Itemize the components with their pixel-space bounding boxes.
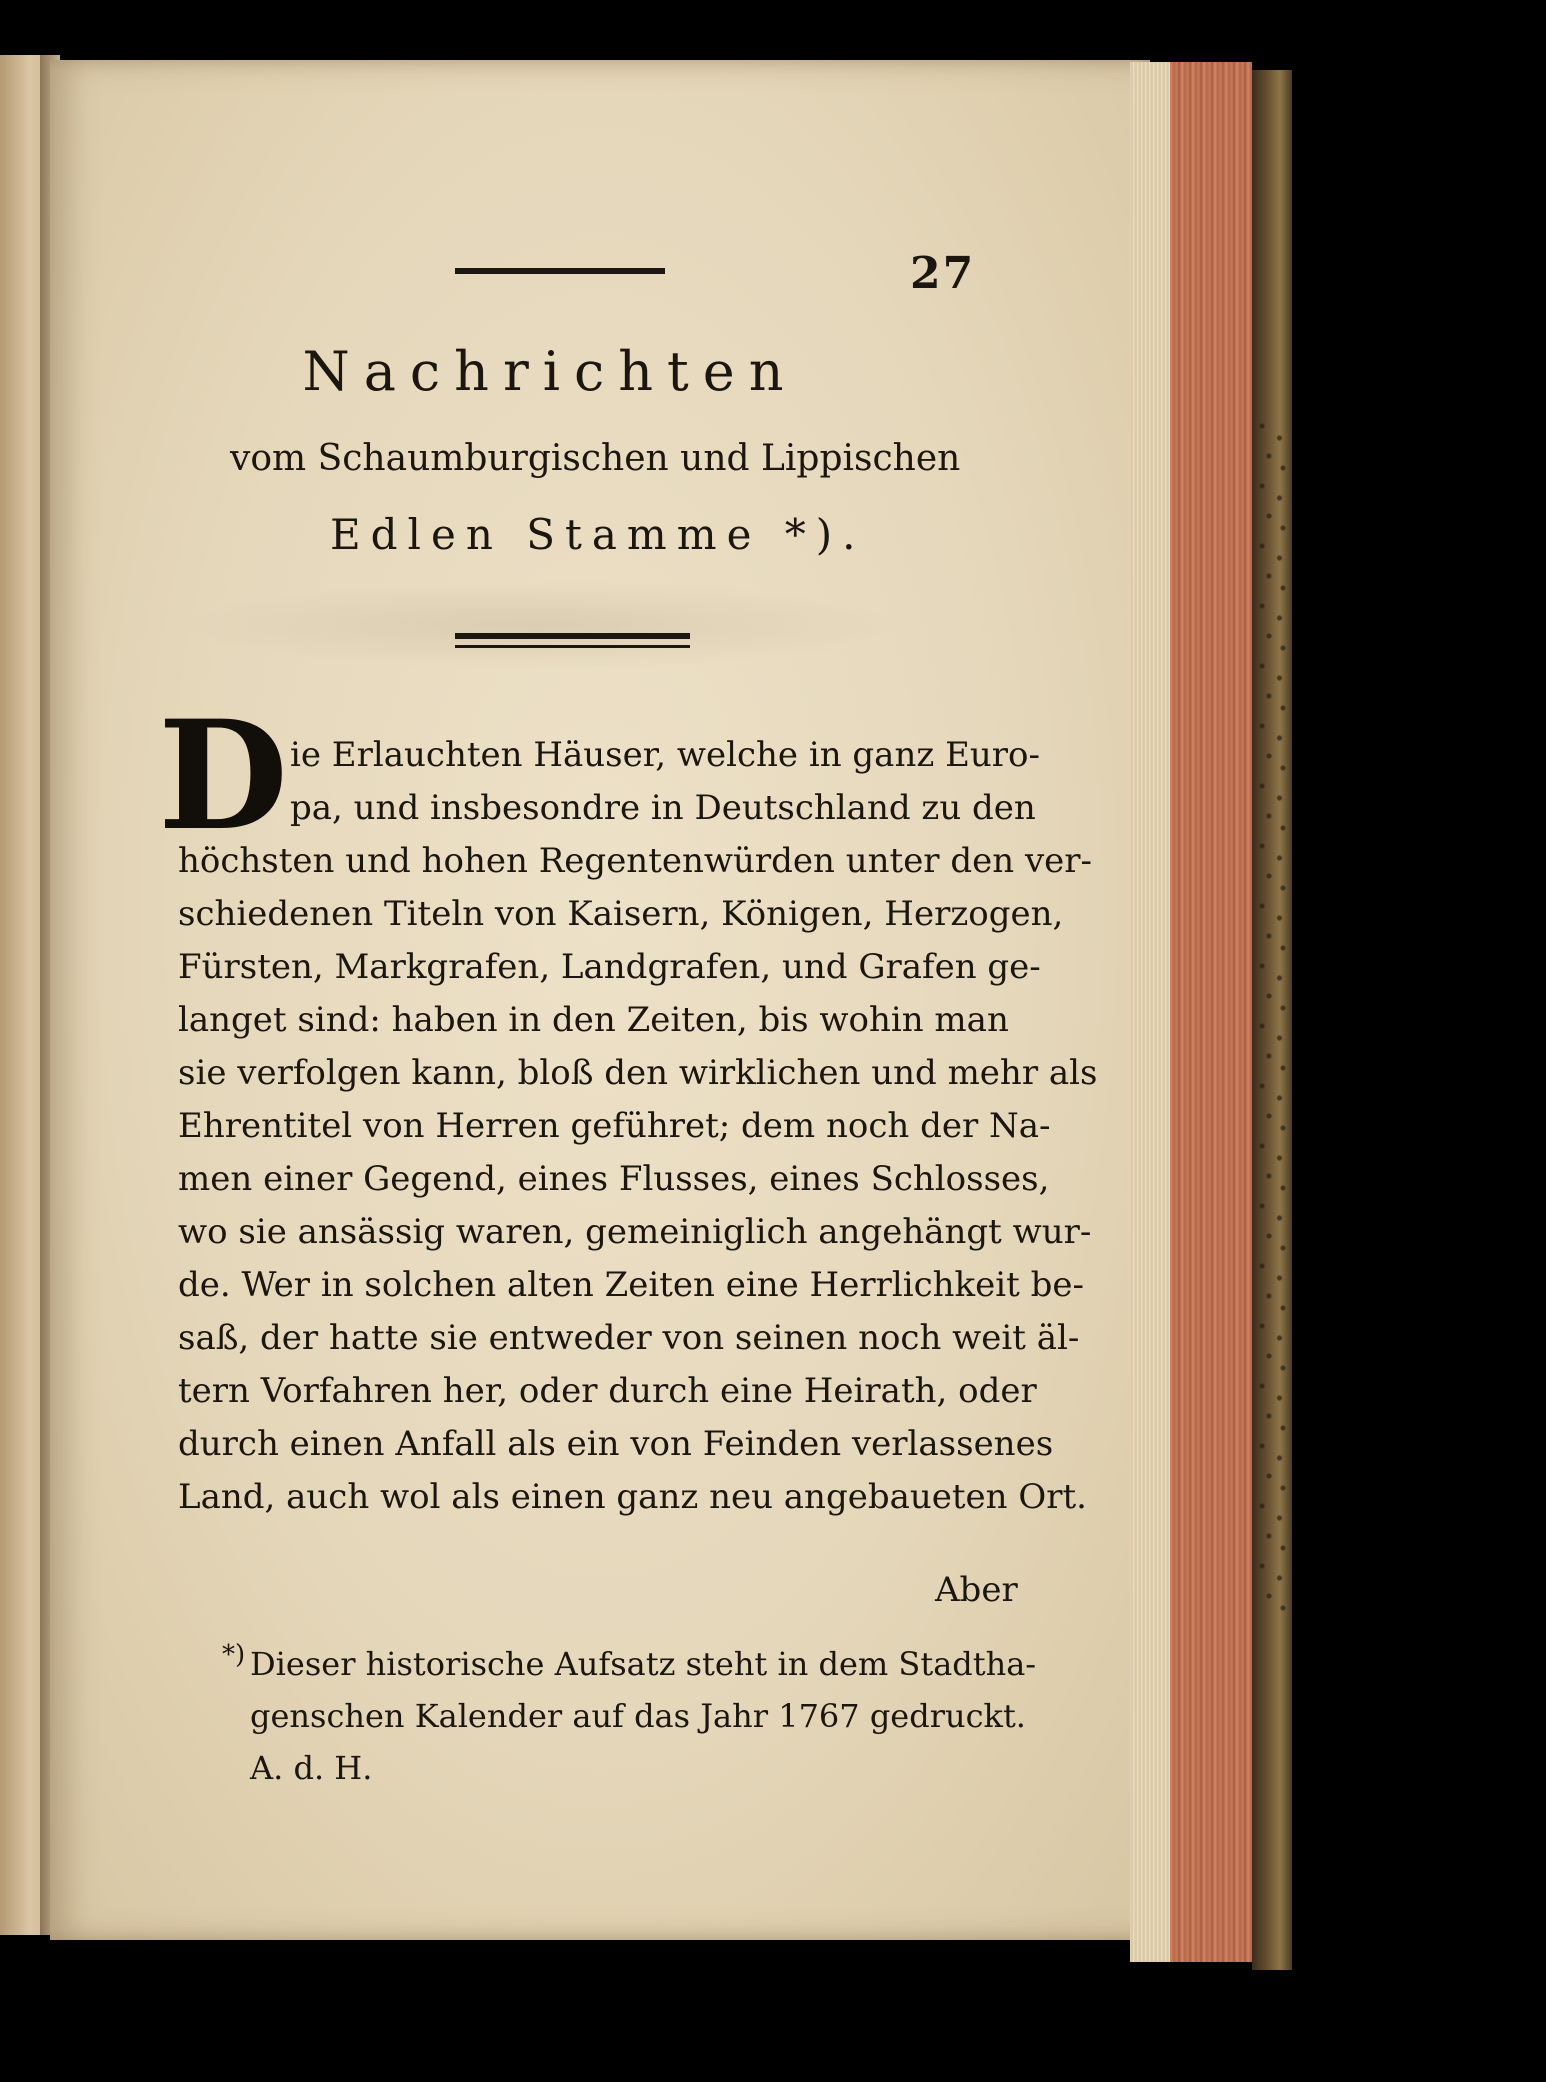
title-rule-top	[455, 633, 690, 639]
footnote-line: Dieser historische Aufsatz steht in dem Stadtha-	[250, 1645, 1037, 1683]
chapter-subtitle-line-1: vom Schaumburgischen und Lippischen	[230, 438, 961, 479]
title-rule-bottom	[455, 645, 690, 648]
footnote-line: genschen Kalender auf das Jahr 1767 gedruckt.	[250, 1697, 1026, 1735]
page-number: 27	[910, 248, 976, 299]
body-line: Fürsten, Markgrafen, Landgrafen, und Grafen ge-	[178, 947, 1041, 987]
footnote-marker: *)	[222, 1640, 246, 1670]
body-line: ie Erlauchten Häuser, welche in ganz Euro-	[290, 735, 1040, 775]
body-line: schiedenen Titeln von Kaisern, Königen, Herzogen,	[178, 894, 1064, 934]
body-line: langet sind: haben in den Zeiten, bis wohin man	[178, 1000, 1009, 1040]
cover-speckle	[1255, 420, 1290, 1620]
catchword: Aber	[935, 1570, 1018, 1610]
chapter-title: Nachrichten	[302, 340, 798, 403]
body-line: men einer Gegend, eines Flusses, eines Schlosses,	[178, 1159, 1050, 1199]
body-line: Land, auch wol als einen ganz neu angebaueten Ort.	[178, 1477, 1087, 1517]
body-line: höchsten und hohen Regentenwürden unter den ver-	[178, 841, 1093, 881]
body-line: saß, der hatte sie entweder von seinen noch weit äl-	[178, 1318, 1080, 1358]
footnote-line: A. d. H.	[250, 1749, 373, 1787]
header-rule	[455, 268, 665, 274]
body-line: tern Vorfahren her, oder durch eine Heirath, oder	[178, 1371, 1037, 1411]
show-through-smudge	[180, 580, 900, 670]
page-fore-edge-light	[1130, 62, 1170, 1962]
chapter-subtitle-line-2: Edlen Stamme *).	[330, 510, 866, 559]
body-line: pa, und insbesondre in Deutschland zu den	[290, 788, 1036, 828]
body-line: de. Wer in solchen alten Zeiten eine Herrlichkeit be-	[178, 1265, 1084, 1305]
body-line: wo sie ansässig waren, gemeiniglich angehängt wur-	[178, 1212, 1092, 1252]
body-line: sie verfolgen kann, bloß den wirklichen und mehr als	[178, 1053, 1098, 1093]
drop-initial: D	[158, 688, 289, 864]
body-line: Ehrentitel von Herren geführet; dem noch der Na-	[178, 1106, 1051, 1146]
body-line: durch einen Anfall als ein von Feinden verlassenes	[178, 1424, 1054, 1464]
